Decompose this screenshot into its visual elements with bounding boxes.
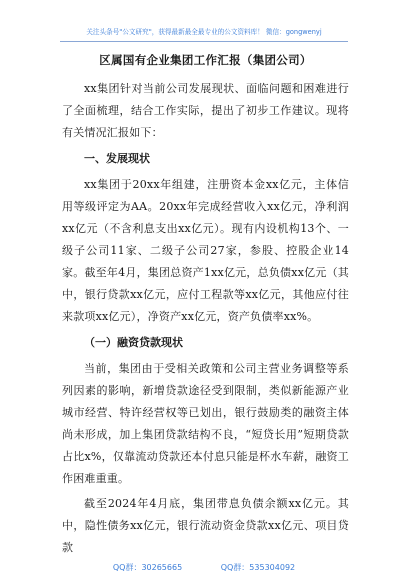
financing-paragraph: 当前，集团由于受相关政策和公司主营业务调整等系列因素的影响，新增贷款途径受到限制，类似新能源产业城市经营、特许经营权等已划出，银行鼓励类的融资主体尚未形成，加上集团贷款结构不良，“短贷长用”短期贷款占比x%，仅靠流动贷款还本付息只能是杯水车薪，融资工作困难重重。 (62, 362, 349, 485)
document-body (62, 52, 349, 562)
header-divider (60, 41, 348, 42)
header-notice: 关注头条号"公文研究"，获得最新最全最专业的公文资料库！ 微信：gongwenyj (86, 28, 322, 36)
subsection-heading-financing: （一）融资贷款现状 (84, 336, 183, 349)
footer-qq-group-1: QQ群：30265665 (112, 563, 183, 572)
footer-qq-group-2: QQ群：535304092 (220, 563, 296, 572)
intro-paragraph: xx集团针对当前公司发展现状、面临问题和困难进行了全面梳理，结合工作实际，提出了初步工作建议。现将有关情况汇报如下： (62, 82, 349, 139)
document-title: 区属国有企业集团工作汇报（集团公司） (99, 53, 312, 67)
section-heading-development: 一、发展现状 (84, 152, 150, 165)
debt-paragraph: 截至2024年4月底，集团带息负债余额xx亿元。其中，隐性债务xx亿元，银行流动资金贷款xx亿元、项目贷款 (62, 497, 349, 554)
footer (0, 562, 408, 573)
development-paragraph: xx集团于20xx年组建，注册资本金xx亿元，主体信用等级评定为AA。20xx年完成经营收入xx亿元，净利润xx亿元（不含利息支出xx亿元）。现有内设机构13个、一级子公司11家、二级子公司27家，参股、控股企业14家。截至年4月，集团总资产1xx亿元，总负债xx亿元（其中，银行贷款xx亿元，应付工程款等xx亿元，其他应付往来款项xx亿元），净资产xx亿元，资产负债率xx%。 (62, 178, 349, 323)
